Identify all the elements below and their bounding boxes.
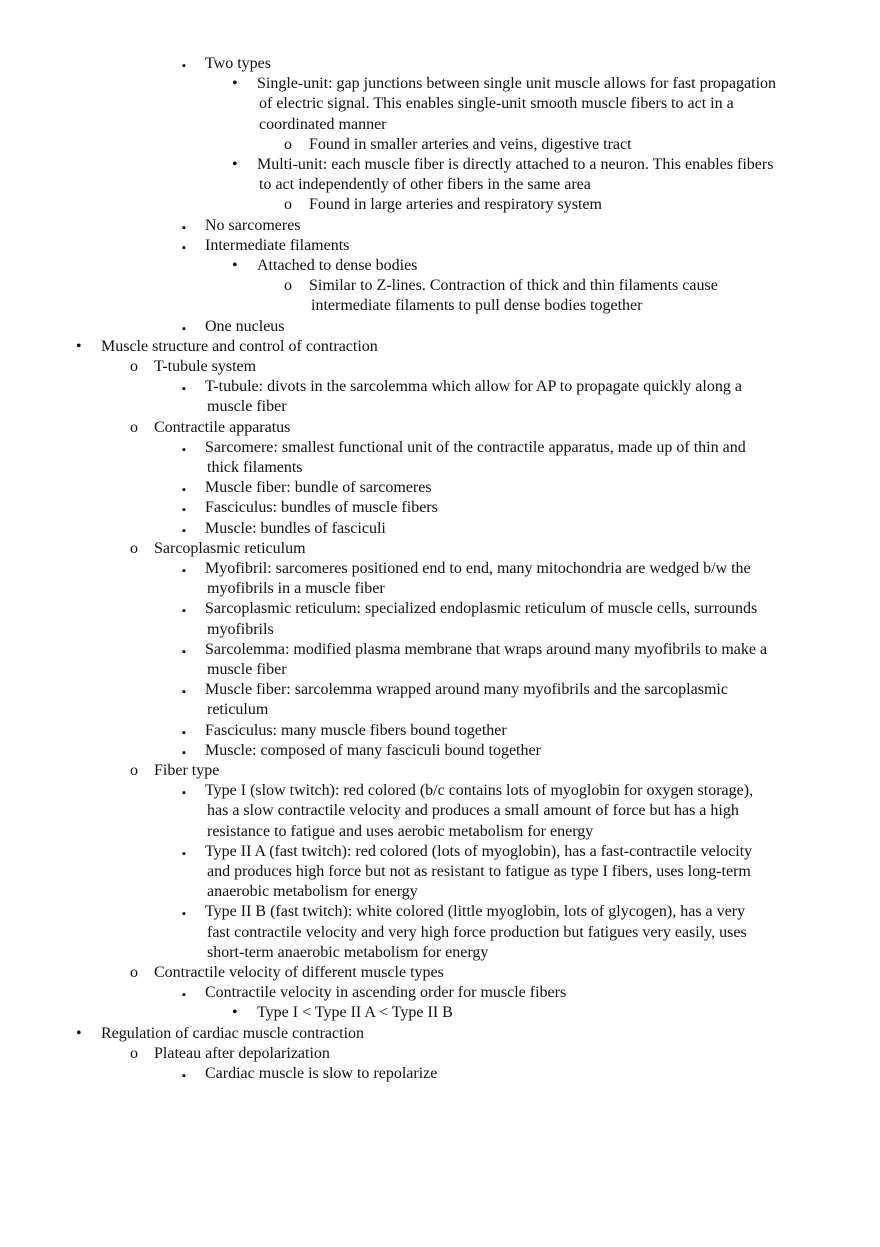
text-line: Fasciculus: many muscle fibers bound together	[205, 721, 507, 739]
text-line: Contractile apparatus	[154, 418, 291, 436]
text-line: has a slow contractile velocity and produces a small amount of force but has a high	[207, 802, 739, 820]
bullet-marker: ▪	[182, 908, 186, 921]
list-item-text	[205, 640, 767, 680]
list-item-text	[101, 1024, 364, 1044]
list-item-text	[257, 256, 417, 276]
list-item-text	[205, 377, 742, 417]
text-line: anaerobic metabolism for energy	[207, 883, 418, 901]
bullet-marker: ▪	[182, 60, 186, 72]
text-line: Sarcoplasmic reticulum: specialized endoplasmic reticulum of muscle cells, surrounds	[205, 600, 758, 618]
text-line: Muscle: composed of many fasciculi bound together	[205, 741, 541, 759]
bullet-marker: o	[284, 135, 292, 153]
bullet-marker: ▪	[182, 524, 186, 537]
list-item-text	[154, 539, 306, 559]
text-line: Sarcolemma: modified plasma membrane that wraps around many myofibrils to make a	[205, 640, 768, 658]
text-line: T-tubule system	[154, 358, 257, 375]
bullet-marker: o	[130, 358, 138, 375]
list-item-text	[205, 741, 541, 761]
list-item-text	[205, 519, 386, 539]
text-line: Similar to Z-lines. Contraction of thick and thin filaments cause	[309, 277, 718, 295]
list-item-text	[257, 155, 773, 195]
list-item-text	[309, 195, 602, 215]
list-item-text	[205, 478, 432, 498]
list-item-text	[205, 317, 285, 337]
bullet-marker: ▪	[182, 989, 186, 1002]
text-line: Contractile velocity in ascending order for muscle fibers	[205, 984, 567, 1002]
bullet-marker: o	[130, 762, 138, 779]
text-line: coordinated manner	[259, 115, 387, 133]
text-line: fast contractile velocity and very high force production but fatigues very easily, uses	[207, 923, 747, 941]
text-line: Found in large arteries and respiratory system	[309, 196, 602, 214]
list-item-text	[205, 216, 301, 236]
text-line: thick filaments	[207, 459, 303, 476]
text-line: reticulum	[207, 701, 269, 719]
text-line: Cardiac muscle is slow to repolarize	[205, 1065, 438, 1082]
bullet-marker: o	[284, 277, 292, 295]
bullet-marker: ▪	[182, 322, 186, 335]
list-item-text	[205, 721, 507, 741]
list-item-text	[309, 135, 632, 155]
bullet-marker: ▪	[182, 645, 186, 658]
list-item-text	[205, 842, 752, 903]
list-item-text	[154, 1044, 330, 1064]
bullet-marker: ▪	[182, 383, 186, 396]
bullet-marker: o	[130, 539, 138, 557]
text-line: Multi-unit: each muscle fiber is directly attached to a neuron. This enables fibers	[257, 156, 774, 173]
text-line: Contractile velocity of different muscle types	[154, 964, 444, 981]
list-item-text	[205, 236, 349, 256]
text-line: Sarcomere: smallest functional unit of the contractile apparatus, made up of thin and	[205, 438, 746, 456]
text-line: myofibrils	[207, 620, 274, 638]
list-item-text	[205, 498, 438, 518]
text-line: Fiber type	[154, 762, 220, 779]
list-item-text	[154, 357, 256, 377]
text-line: short-term anaerobic metabolism for energy	[207, 943, 489, 961]
bullet-marker: o	[130, 964, 138, 981]
bullet-marker: ▪	[182, 221, 186, 234]
text-line: Plateau after depolarization	[154, 1044, 330, 1062]
text-line: Fasciculus: bundles of muscle fibers	[205, 499, 438, 517]
bullet-marker: ▪	[182, 847, 186, 860]
bullet-marker: ▪	[182, 565, 186, 577]
text-line: muscle fiber	[207, 398, 287, 416]
list-item-text	[257, 1003, 453, 1023]
bullet-marker: •	[232, 156, 238, 173]
text-line: muscle fiber	[207, 661, 287, 678]
text-line: Type II A (fast twitch): red colored (lots of myoglobin), has a fast-contractile velocity	[205, 842, 753, 860]
bullet-marker: o	[130, 1044, 138, 1062]
list-item-text	[205, 1064, 437, 1084]
text-line: resistance to fatigue and uses aerobic metabolism for energy	[207, 822, 594, 840]
bullet-marker: ▪	[182, 746, 186, 759]
text-line: and produces high force but not as resistant to fatigue as type I fibers, uses long-term	[207, 863, 751, 880]
list-item-text	[205, 680, 728, 720]
bullet-marker: ▪	[182, 484, 186, 497]
bullet-marker: o	[130, 418, 138, 436]
bullet-marker: ▪	[182, 443, 186, 456]
text-line: T-tubule: divots in the sarcolemma which allow for AP to propagate quickly along a	[205, 378, 742, 396]
text-line: Type II B (fast twitch): white colored (little myoglobin, lots of glycogen), has a very	[205, 903, 746, 921]
bullet-marker: ▪	[182, 605, 186, 618]
text-line: Intermediate filaments	[205, 236, 350, 254]
text-line: No sarcomeres	[205, 216, 301, 234]
text-line: myofibrils in a muscle fiber	[207, 580, 385, 598]
text-line: One nucleus	[205, 317, 285, 335]
text-line: Regulation of cardiac muscle contraction	[101, 1024, 365, 1042]
bullet-marker: •	[232, 1004, 238, 1022]
text-line: Type I < Type II A < Type II B	[257, 1004, 453, 1022]
list-item-text	[205, 438, 746, 478]
text-line: Single-unit: gap junctions between single unit muscle allows for fast propagation	[257, 75, 777, 93]
text-line: Sarcoplasmic reticulum	[154, 539, 306, 557]
list-item-text	[309, 276, 718, 316]
list-item-text	[205, 902, 747, 963]
list-item-text	[205, 54, 271, 74]
bullet-marker: •	[232, 75, 238, 93]
list-item-text	[205, 599, 757, 639]
text-line: to act independently of other fibers in the same area	[259, 176, 591, 194]
text-line: Attached to dense bodies	[257, 257, 418, 274]
text-line: Two types	[205, 55, 271, 72]
text-line: Muscle: bundles of fasciculi	[205, 519, 386, 537]
bullet-marker: •	[232, 257, 238, 274]
bullet-marker: ▪	[182, 686, 186, 699]
text-line: of electric signal. This enables single-unit smooth muscle fibers to act in a	[259, 95, 734, 113]
bullet-marker: ▪	[182, 1070, 186, 1082]
list-item-text	[205, 559, 751, 599]
list-item-text	[205, 781, 753, 842]
list-item-text	[154, 761, 219, 781]
bullet-marker: •	[76, 337, 82, 355]
bullet-marker: ▪	[182, 504, 186, 517]
list-item-text	[205, 983, 566, 1003]
text-line: Muscle fiber: sarcolemma wrapped around many myofibrils and the sarcoplasmic	[205, 681, 728, 699]
text-line: Found in smaller arteries and veins, digestive tract	[309, 135, 632, 153]
text-line: Muscle fiber: bundle of sarcomeres	[205, 479, 432, 497]
list-item-text	[101, 337, 378, 357]
bullet-marker: ▪	[182, 241, 186, 254]
bullet-marker: o	[284, 196, 292, 214]
text-line: Type I (slow twitch): red colored (b/c contains lots of myoglobin for oxygen storage),	[205, 782, 754, 800]
bullet-marker: ▪	[182, 787, 186, 800]
list-item-text	[154, 418, 290, 438]
text-line: intermediate filaments to pull dense bodies together	[311, 297, 643, 315]
list-item-text	[257, 74, 776, 135]
list-item-text	[154, 963, 444, 983]
bullet-marker: •	[76, 1024, 82, 1042]
text-line: Myofibril: sarcomeres positioned end to end, many mitochondria are wedged b/w the	[205, 560, 751, 577]
text-line: Muscle structure and control of contraction	[101, 337, 378, 355]
bullet-marker: ▪	[182, 726, 186, 739]
